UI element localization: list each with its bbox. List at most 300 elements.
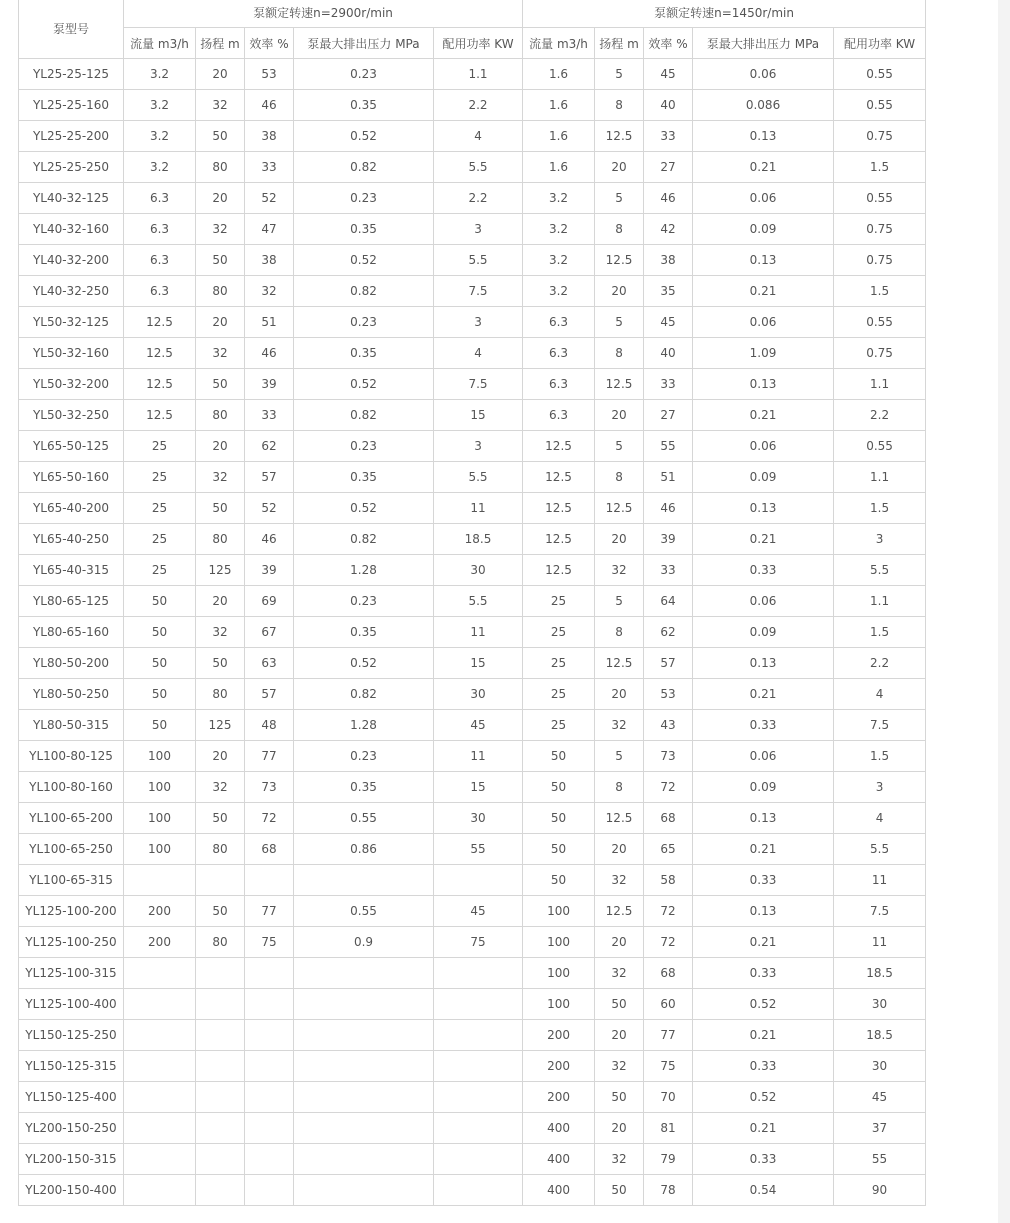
table-bottom-border [18, 1205, 925, 1206]
model-cell: YL150-125-250 [19, 1020, 124, 1051]
efficiency-1450-cell: 72 [644, 772, 693, 803]
head-1450-cell: 8 [595, 90, 644, 121]
model-cell: YL125-100-400 [19, 989, 124, 1020]
efficiency-2900-cell [245, 1051, 294, 1082]
efficiency-2900-cell [245, 1113, 294, 1144]
head-1450-cell: 5 [595, 431, 644, 462]
head-2900-cell: 20 [196, 183, 245, 214]
efficiency-1450-cell: 58 [644, 865, 693, 896]
flow-1450-cell: 6.3 [523, 338, 595, 369]
efficiency-2900-header: 效率 % [245, 28, 294, 59]
max-pressure-1450-cell: 0.21 [693, 400, 834, 431]
flow-2900-cell: 3.2 [124, 121, 196, 152]
head-1450-cell: 20 [595, 927, 644, 958]
model-cell: YL80-65-125 [19, 586, 124, 617]
power-2900-cell [434, 865, 523, 896]
max-pressure-1450-cell: 0.09 [693, 772, 834, 803]
max-pressure-1450-cell: 0.21 [693, 524, 834, 555]
model-cell: YL125-100-315 [19, 958, 124, 989]
flow-2900-cell: 25 [124, 493, 196, 524]
efficiency-1450-cell: 38 [644, 245, 693, 276]
flow-1450-cell: 1.6 [523, 152, 595, 183]
power-2900-cell: 4 [434, 338, 523, 369]
power-1450-cell: 7.5 [834, 896, 926, 927]
power-1450-cell: 1.1 [834, 462, 926, 493]
flow-2900-cell: 100 [124, 834, 196, 865]
efficiency-2900-cell: 38 [245, 245, 294, 276]
table-row [19, 431, 926, 462]
max-pressure-1450-cell: 0.09 [693, 462, 834, 493]
max-pressure-2900-cell: 0.82 [294, 679, 434, 710]
power-2900-cell: 30 [434, 679, 523, 710]
head-1450-cell: 32 [595, 555, 644, 586]
flow-1450-cell: 50 [523, 741, 595, 772]
table-row [19, 245, 926, 276]
table-row [19, 307, 926, 338]
efficiency-1450-header: 效率 % [644, 28, 693, 59]
power-1450-cell: 0.75 [834, 245, 926, 276]
power-2900-header: 配用功率 KW [434, 28, 523, 59]
max-pressure-2900-header: 泵最大排出压力 MPa [294, 28, 434, 59]
max-pressure-1450-cell: 0.086 [693, 90, 834, 121]
head-1450-cell: 20 [595, 1020, 644, 1051]
header-row-group [19, 0, 926, 28]
efficiency-1450-cell: 40 [644, 90, 693, 121]
flow-2900-cell: 200 [124, 896, 196, 927]
flow-2900-header: 流量 m3/h [124, 28, 196, 59]
max-pressure-2900-cell: 1.28 [294, 555, 434, 586]
head-1450-cell: 20 [595, 524, 644, 555]
head-1450-cell: 12.5 [595, 896, 644, 927]
flow-2900-cell: 25 [124, 462, 196, 493]
flow-2900-cell: 100 [124, 803, 196, 834]
max-pressure-2900-cell: 0.52 [294, 493, 434, 524]
head-1450-cell: 32 [595, 1051, 644, 1082]
power-1450-cell: 0.55 [834, 431, 926, 462]
max-pressure-2900-cell: 0.9 [294, 927, 434, 958]
max-pressure-1450-cell: 0.13 [693, 121, 834, 152]
power-2900-cell [434, 958, 523, 989]
max-pressure-2900-cell: 0.23 [294, 183, 434, 214]
efficiency-2900-cell: 73 [245, 772, 294, 803]
max-pressure-1450-cell: 0.21 [693, 1020, 834, 1051]
flow-1450-cell: 50 [523, 803, 595, 834]
max-pressure-2900-cell: 0.35 [294, 214, 434, 245]
max-pressure-1450-cell: 0.33 [693, 555, 834, 586]
head-2900-cell [196, 1144, 245, 1175]
flow-1450-cell: 100 [523, 896, 595, 927]
max-pressure-2900-cell [294, 1020, 434, 1051]
flow-2900-cell [124, 1020, 196, 1051]
flow-2900-cell: 50 [124, 617, 196, 648]
flow-1450-cell: 100 [523, 958, 595, 989]
header-row-columns [19, 28, 926, 59]
head-1450-cell: 8 [595, 462, 644, 493]
max-pressure-2900-cell: 0.23 [294, 431, 434, 462]
head-1450-cell: 5 [595, 586, 644, 617]
table-body [19, 59, 926, 1206]
power-2900-cell: 3 [434, 307, 523, 338]
head-1450-cell: 20 [595, 276, 644, 307]
power-1450-cell: 11 [834, 927, 926, 958]
max-pressure-2900-cell [294, 1051, 434, 1082]
flow-2900-cell: 25 [124, 524, 196, 555]
max-pressure-1450-header: 泵最大排出压力 MPa [693, 28, 834, 59]
efficiency-1450-cell: 46 [644, 183, 693, 214]
table-row [19, 121, 926, 152]
power-1450-cell: 0.55 [834, 90, 926, 121]
efficiency-1450-cell: 72 [644, 927, 693, 958]
head-1450-cell: 20 [595, 1113, 644, 1144]
flow-2900-cell: 3.2 [124, 152, 196, 183]
head-1450-cell: 20 [595, 400, 644, 431]
efficiency-1450-cell: 45 [644, 59, 693, 90]
max-pressure-2900-cell [294, 958, 434, 989]
head-1450-cell: 32 [595, 710, 644, 741]
model-cell: YL50-32-160 [19, 338, 124, 369]
max-pressure-2900-cell: 0.23 [294, 307, 434, 338]
power-1450-cell: 1.5 [834, 493, 926, 524]
flow-2900-cell: 50 [124, 648, 196, 679]
max-pressure-2900-cell [294, 989, 434, 1020]
head-1450-cell: 5 [595, 741, 644, 772]
table-row [19, 183, 926, 214]
efficiency-1450-cell: 68 [644, 958, 693, 989]
power-1450-cell: 37 [834, 1113, 926, 1144]
head-1450-cell: 8 [595, 772, 644, 803]
model-cell: YL65-40-250 [19, 524, 124, 555]
flow-1450-cell: 1.6 [523, 59, 595, 90]
power-2900-cell: 30 [434, 555, 523, 586]
head-2900-header: 扬程 m [196, 28, 245, 59]
efficiency-2900-cell: 62 [245, 431, 294, 462]
efficiency-2900-cell [245, 1082, 294, 1113]
head-2900-cell: 20 [196, 741, 245, 772]
max-pressure-2900-cell [294, 1113, 434, 1144]
model-cell: YL65-50-160 [19, 462, 124, 493]
max-pressure-1450-cell: 0.13 [693, 896, 834, 927]
flow-2900-cell: 6.3 [124, 214, 196, 245]
model-cell: YL100-65-200 [19, 803, 124, 834]
max-pressure-1450-cell: 1.09 [693, 338, 834, 369]
efficiency-1450-cell: 60 [644, 989, 693, 1020]
flow-1450-cell: 3.2 [523, 183, 595, 214]
flow-1450-cell: 200 [523, 1082, 595, 1113]
head-1450-cell: 12.5 [595, 648, 644, 679]
efficiency-1450-cell: 27 [644, 152, 693, 183]
model-cell: YL65-40-200 [19, 493, 124, 524]
efficiency-1450-cell: 53 [644, 679, 693, 710]
head-1450-cell: 20 [595, 679, 644, 710]
head-1450-cell: 32 [595, 865, 644, 896]
speed-2900-group-header: 泵额定转速n=2900r/min [124, 0, 523, 28]
efficiency-1450-cell: 33 [644, 121, 693, 152]
power-2900-cell [434, 1051, 523, 1082]
head-2900-cell: 32 [196, 617, 245, 648]
table-row [19, 462, 926, 493]
power-2900-cell: 11 [434, 493, 523, 524]
power-2900-cell: 3 [434, 214, 523, 245]
efficiency-2900-cell: 69 [245, 586, 294, 617]
model-cell: YL50-32-200 [19, 369, 124, 400]
efficiency-1450-cell: 81 [644, 1113, 693, 1144]
efficiency-1450-cell: 75 [644, 1051, 693, 1082]
power-1450-cell: 3 [834, 772, 926, 803]
power-1450-cell: 1.1 [834, 369, 926, 400]
power-2900-cell: 3 [434, 431, 523, 462]
efficiency-2900-cell: 47 [245, 214, 294, 245]
efficiency-1450-cell: 64 [644, 586, 693, 617]
max-pressure-2900-cell: 0.82 [294, 524, 434, 555]
table-row [19, 617, 926, 648]
power-1450-cell: 1.5 [834, 276, 926, 307]
model-cell: YL25-25-160 [19, 90, 124, 121]
efficiency-1450-cell: 27 [644, 400, 693, 431]
table-row [19, 369, 926, 400]
flow-1450-header: 流量 m3/h [523, 28, 595, 59]
power-2900-cell [434, 1113, 523, 1144]
max-pressure-1450-cell: 0.33 [693, 958, 834, 989]
head-2900-cell [196, 1082, 245, 1113]
head-2900-cell: 80 [196, 152, 245, 183]
head-2900-cell: 50 [196, 245, 245, 276]
power-1450-cell: 45 [834, 1082, 926, 1113]
table-row [19, 772, 926, 803]
power-1450-cell: 2.2 [834, 400, 926, 431]
efficiency-2900-cell: 52 [245, 493, 294, 524]
head-2900-cell: 80 [196, 400, 245, 431]
flow-2900-cell: 100 [124, 741, 196, 772]
flow-1450-cell: 25 [523, 710, 595, 741]
efficiency-1450-cell: 33 [644, 369, 693, 400]
efficiency-1450-cell: 57 [644, 648, 693, 679]
efficiency-1450-cell: 65 [644, 834, 693, 865]
power-2900-cell: 7.5 [434, 276, 523, 307]
power-1450-cell: 1.5 [834, 617, 926, 648]
power-2900-cell: 2.2 [434, 183, 523, 214]
max-pressure-2900-cell: 1.28 [294, 710, 434, 741]
model-cell: YL25-25-250 [19, 152, 124, 183]
table-row [19, 896, 926, 927]
power-2900-cell [434, 1175, 523, 1206]
max-pressure-1450-cell: 0.33 [693, 710, 834, 741]
flow-2900-cell: 200 [124, 927, 196, 958]
power-1450-cell: 5.5 [834, 834, 926, 865]
head-2900-cell: 32 [196, 338, 245, 369]
table-row [19, 1175, 926, 1206]
max-pressure-2900-cell: 0.35 [294, 462, 434, 493]
head-2900-cell: 80 [196, 276, 245, 307]
power-1450-cell: 0.75 [834, 338, 926, 369]
model-cell: YL150-125-315 [19, 1051, 124, 1082]
head-2900-cell: 50 [196, 493, 245, 524]
table-row [19, 493, 926, 524]
max-pressure-1450-cell: 0.06 [693, 431, 834, 462]
model-cell: YL200-150-250 [19, 1113, 124, 1144]
head-2900-cell: 50 [196, 896, 245, 927]
max-pressure-1450-cell: 0.06 [693, 586, 834, 617]
flow-1450-cell: 200 [523, 1051, 595, 1082]
max-pressure-2900-cell: 0.52 [294, 369, 434, 400]
efficiency-1450-cell: 78 [644, 1175, 693, 1206]
efficiency-2900-cell [245, 1020, 294, 1051]
max-pressure-1450-cell: 0.13 [693, 493, 834, 524]
head-1450-cell: 8 [595, 617, 644, 648]
max-pressure-1450-cell: 0.13 [693, 648, 834, 679]
efficiency-2900-cell: 33 [245, 152, 294, 183]
model-cell: YL40-32-250 [19, 276, 124, 307]
head-2900-cell: 32 [196, 772, 245, 803]
flow-1450-cell: 100 [523, 927, 595, 958]
table-row [19, 927, 926, 958]
max-pressure-1450-cell: 0.33 [693, 1144, 834, 1175]
power-2900-cell: 30 [434, 803, 523, 834]
flow-1450-cell: 400 [523, 1144, 595, 1175]
table-row [19, 90, 926, 121]
max-pressure-2900-cell: 0.52 [294, 245, 434, 276]
model-cell: YL125-100-250 [19, 927, 124, 958]
max-pressure-1450-cell: 0.21 [693, 152, 834, 183]
model-cell: YL40-32-160 [19, 214, 124, 245]
flow-1450-cell: 400 [523, 1113, 595, 1144]
power-1450-cell: 2.2 [834, 648, 926, 679]
power-1450-cell: 90 [834, 1175, 926, 1206]
table-row [19, 710, 926, 741]
head-1450-cell: 8 [595, 214, 644, 245]
table-row [19, 214, 926, 245]
power-2900-cell: 11 [434, 741, 523, 772]
head-2900-cell: 20 [196, 431, 245, 462]
power-1450-cell: 18.5 [834, 1020, 926, 1051]
flow-1450-cell: 25 [523, 648, 595, 679]
head-2900-cell: 20 [196, 586, 245, 617]
flow-2900-cell [124, 1144, 196, 1175]
flow-1450-cell: 50 [523, 865, 595, 896]
head-2900-cell: 80 [196, 927, 245, 958]
power-1450-cell: 4 [834, 803, 926, 834]
max-pressure-1450-cell: 0.21 [693, 1113, 834, 1144]
max-pressure-2900-cell: 0.82 [294, 276, 434, 307]
power-2900-cell: 45 [434, 896, 523, 927]
flow-2900-cell: 6.3 [124, 276, 196, 307]
flow-1450-cell: 100 [523, 989, 595, 1020]
power-1450-cell: 0.75 [834, 214, 926, 245]
max-pressure-1450-cell: 0.33 [693, 865, 834, 896]
efficiency-2900-cell: 39 [245, 555, 294, 586]
model-column-header: 泵型号 [19, 0, 124, 59]
table-row [19, 1082, 926, 1113]
flow-1450-cell: 1.6 [523, 90, 595, 121]
flow-1450-cell: 6.3 [523, 400, 595, 431]
head-1450-header: 扬程 m [595, 28, 644, 59]
head-2900-cell: 125 [196, 710, 245, 741]
power-1450-cell: 0.55 [834, 59, 926, 90]
model-cell: YL80-50-250 [19, 679, 124, 710]
head-2900-cell: 50 [196, 121, 245, 152]
max-pressure-2900-cell: 0.86 [294, 834, 434, 865]
head-2900-cell: 32 [196, 462, 245, 493]
table-row [19, 59, 926, 90]
efficiency-1450-cell: 73 [644, 741, 693, 772]
table-row [19, 1113, 926, 1144]
power-1450-cell: 11 [834, 865, 926, 896]
max-pressure-2900-cell: 0.82 [294, 152, 434, 183]
model-cell: YL25-25-200 [19, 121, 124, 152]
power-1450-cell: 55 [834, 1144, 926, 1175]
efficiency-2900-cell: 32 [245, 276, 294, 307]
model-cell: YL25-25-125 [19, 59, 124, 90]
power-2900-cell: 2.2 [434, 90, 523, 121]
head-1450-cell: 32 [595, 1144, 644, 1175]
efficiency-2900-cell: 72 [245, 803, 294, 834]
head-2900-cell: 80 [196, 679, 245, 710]
efficiency-2900-cell: 38 [245, 121, 294, 152]
efficiency-2900-cell: 46 [245, 90, 294, 121]
efficiency-2900-cell [245, 989, 294, 1020]
efficiency-2900-cell: 67 [245, 617, 294, 648]
max-pressure-2900-cell: 0.35 [294, 772, 434, 803]
power-1450-cell: 4 [834, 679, 926, 710]
model-cell: YL80-50-315 [19, 710, 124, 741]
max-pressure-1450-cell: 0.09 [693, 214, 834, 245]
power-1450-header: 配用功率 KW [834, 28, 926, 59]
efficiency-2900-cell: 51 [245, 307, 294, 338]
efficiency-2900-cell: 33 [245, 400, 294, 431]
table-row [19, 865, 926, 896]
flow-2900-cell [124, 958, 196, 989]
efficiency-2900-cell: 77 [245, 741, 294, 772]
head-1450-cell: 8 [595, 338, 644, 369]
max-pressure-1450-cell: 0.09 [693, 617, 834, 648]
head-2900-cell [196, 958, 245, 989]
power-2900-cell: 5.5 [434, 586, 523, 617]
model-cell: YL80-65-160 [19, 617, 124, 648]
model-cell: YL100-80-160 [19, 772, 124, 803]
power-1450-cell: 30 [834, 989, 926, 1020]
table-row [19, 400, 926, 431]
max-pressure-2900-cell: 0.55 [294, 803, 434, 834]
model-cell: YL150-125-400 [19, 1082, 124, 1113]
efficiency-1450-cell: 77 [644, 1020, 693, 1051]
flow-1450-cell: 6.3 [523, 307, 595, 338]
flow-1450-cell: 25 [523, 679, 595, 710]
power-2900-cell: 5.5 [434, 152, 523, 183]
efficiency-1450-cell: 33 [644, 555, 693, 586]
flow-1450-cell: 3.2 [523, 245, 595, 276]
max-pressure-1450-cell: 0.21 [693, 834, 834, 865]
max-pressure-2900-cell: 0.23 [294, 586, 434, 617]
model-cell: YL200-150-315 [19, 1144, 124, 1175]
head-2900-cell: 50 [196, 369, 245, 400]
model-cell: YL65-50-125 [19, 431, 124, 462]
max-pressure-2900-cell: 0.55 [294, 896, 434, 927]
flow-2900-cell: 12.5 [124, 369, 196, 400]
table-row [19, 276, 926, 307]
flow-2900-cell: 6.3 [124, 245, 196, 276]
head-1450-cell: 12.5 [595, 245, 644, 276]
max-pressure-2900-cell: 0.35 [294, 617, 434, 648]
model-cell: YL50-32-125 [19, 307, 124, 338]
head-2900-cell: 50 [196, 648, 245, 679]
flow-1450-cell: 12.5 [523, 431, 595, 462]
flow-2900-cell: 12.5 [124, 338, 196, 369]
table-row [19, 586, 926, 617]
model-cell: YL100-65-315 [19, 865, 124, 896]
flow-2900-cell [124, 1175, 196, 1206]
efficiency-1450-cell: 70 [644, 1082, 693, 1113]
head-1450-cell: 20 [595, 834, 644, 865]
flow-2900-cell: 50 [124, 679, 196, 710]
